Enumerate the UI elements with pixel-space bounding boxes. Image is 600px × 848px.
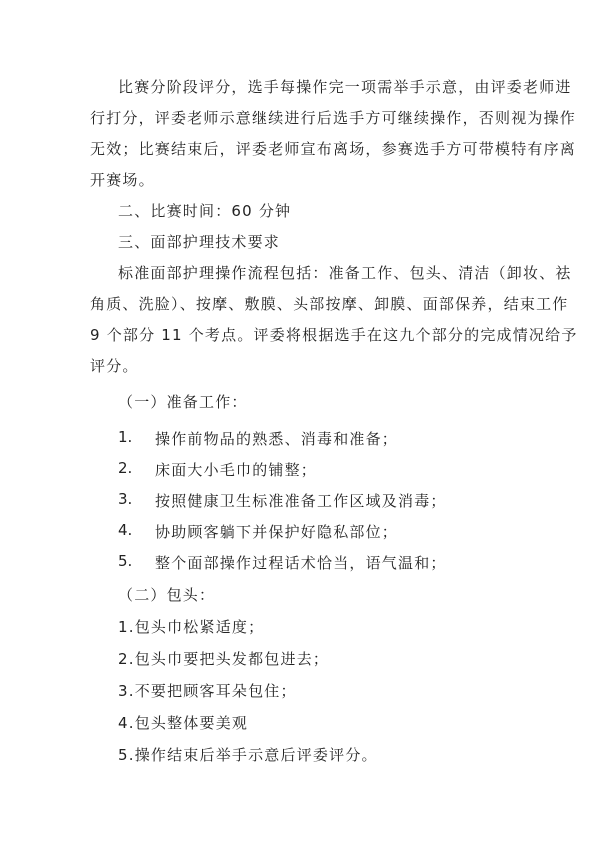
- list-item: 3.不要把顾客耳朵包住；: [118, 682, 297, 700]
- standard-line-2: 角质、洗脸）、按摩、敷膜、头部按摩、卸膜、面部保养，结束工作: [90, 295, 569, 313]
- subsection-heading-preparation: （一）准备工作：: [118, 393, 248, 411]
- intro-line-2: 行打分，评委老师示意继续进行后选手方可继续操作，否则视为操作: [90, 109, 577, 127]
- section-heading-requirements: 三、面部护理技术要求: [118, 233, 281, 251]
- standard-line-4: 评分。: [90, 357, 139, 375]
- list-item-number: 3.: [118, 490, 133, 508]
- standard-line-3: 9 个部分 11 个考点。评委将根据选手在这九个部分的完成情况给予: [90, 326, 578, 344]
- list-item-number: 1.: [118, 428, 133, 446]
- intro-line-3: 无效；比赛结束后，评委老师宣布离场，参赛选手方可带模特有序离: [90, 140, 577, 158]
- list-item-text: 操作前物品的熟悉、消毒和准备；: [155, 430, 399, 448]
- subsection-heading-headwrap: （二）包头：: [118, 586, 216, 604]
- list-item-number: 5.: [118, 552, 133, 570]
- list-item: 1.包头巾松紧适度；: [118, 618, 265, 636]
- list-item-text: 整个面部操作过程话术恰当，语气温和；: [155, 554, 447, 572]
- list-item: 5.操作结束后举手示意后评委评分。: [118, 746, 378, 764]
- list-item-text: 按照健康卫生标准准备工作区域及消毒；: [155, 492, 447, 510]
- list-item: 4.包头整体要美观: [118, 714, 249, 732]
- list-item: 2.包头巾要把头发都包进去；: [118, 650, 330, 668]
- list-item-number: 4.: [118, 521, 133, 539]
- section-heading-time: 二、比赛时间：60 分钟: [118, 202, 292, 220]
- list-item-text: 床面大小毛巾的铺整；: [155, 461, 318, 479]
- list-item-text: 协助顾客躺下并保护好隐私部位；: [155, 523, 399, 541]
- standard-line-1: 标准面部护理操作流程包括：准备工作、包头、清洁（卸妆、祛: [118, 264, 572, 282]
- intro-line-4: 开赛场。: [90, 171, 155, 189]
- list-item-number: 2.: [118, 459, 133, 477]
- intro-line-1: 比赛分阶段评分，选手每操作完一项需举手示意，由评委老师进: [118, 78, 572, 96]
